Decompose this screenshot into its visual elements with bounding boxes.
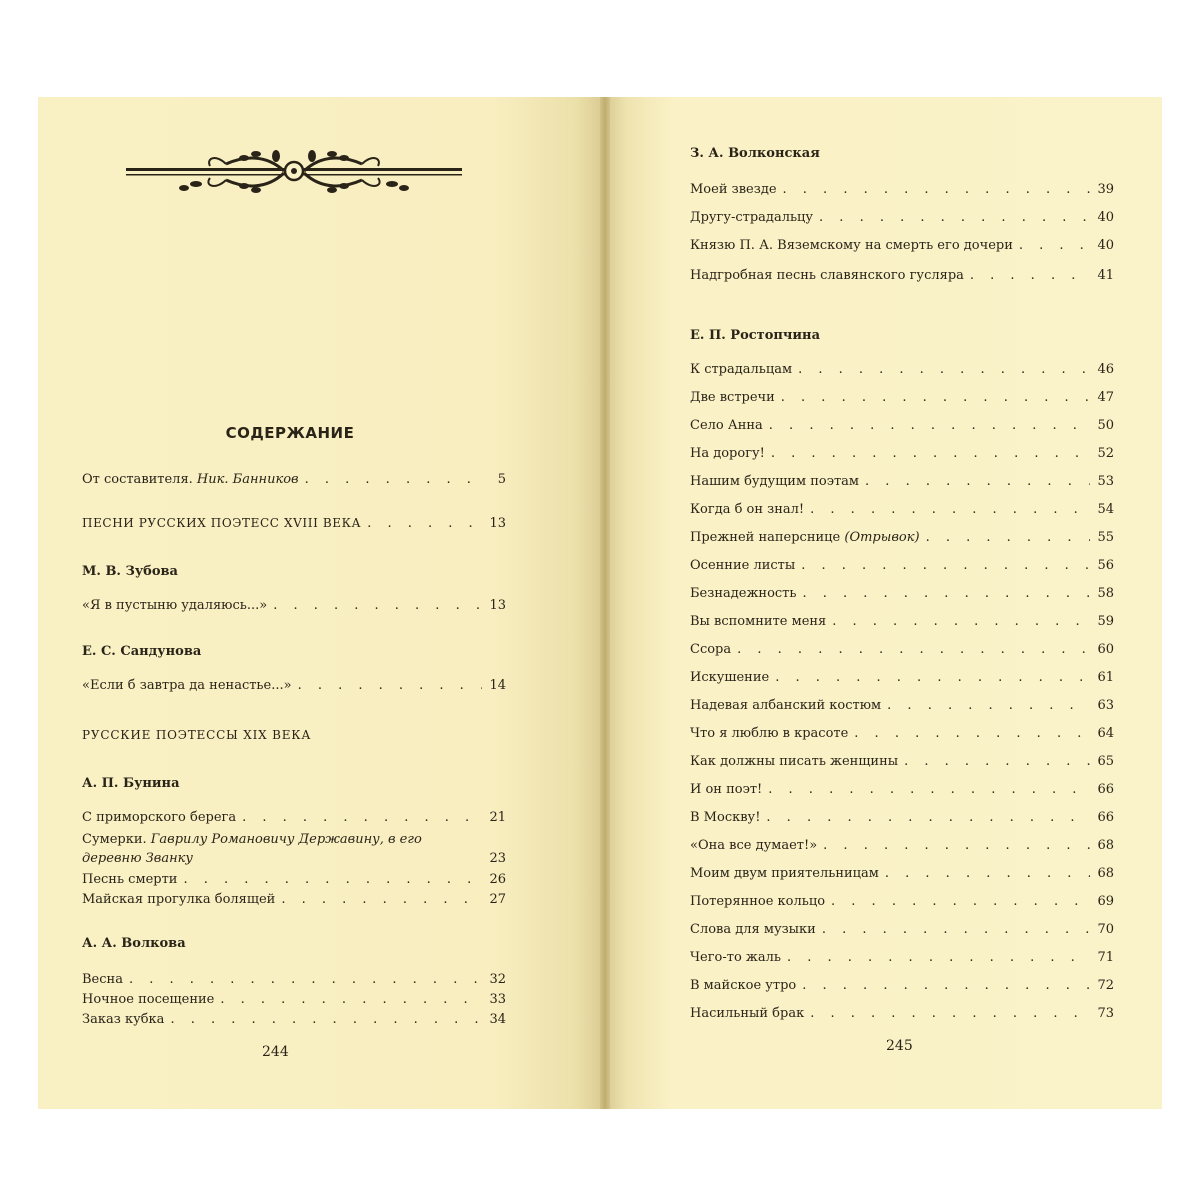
toc-entry[interactable] (690, 502, 1114, 517)
dot-leader (737, 642, 1090, 657)
toc-entry[interactable] (82, 892, 506, 907)
page-number: 71 (1097, 950, 1114, 965)
section-title: РУССКИЕ ПОЭТЕССЫ XIX ВЕКА (82, 728, 312, 742)
toc-entry[interactable] (690, 238, 1114, 253)
toc-entry[interactable] (690, 182, 1114, 197)
entry-title: «Я в пустыню удаляюсь...» (82, 598, 268, 613)
toc-entry[interactable] (690, 782, 1114, 797)
entry-dedication: Гаврилу Романовичу Державину, в его (150, 832, 422, 847)
toc-entry[interactable] (690, 530, 1114, 545)
toc-entry[interactable] (690, 726, 1114, 741)
entry-title: С приморского берега (82, 810, 237, 825)
page-number: 50 (1097, 418, 1114, 433)
dot-leader (298, 678, 482, 693)
entry-title: Весна (82, 972, 123, 987)
entry-title: Насильный брак (690, 1006, 805, 1021)
entry-title: Заказ кубка (82, 1012, 165, 1027)
page-number: 56 (1097, 558, 1114, 573)
entry-title: На дорогу! (690, 446, 765, 461)
toc-entry[interactable] (690, 754, 1114, 769)
toc-entry[interactable] (690, 268, 1114, 283)
toc-entry[interactable] (690, 670, 1114, 685)
dot-leader (802, 978, 1090, 993)
page-number: 13 (489, 598, 506, 613)
dot-leader (904, 754, 1090, 769)
toc-entry[interactable] (690, 210, 1114, 225)
dot-leader (832, 614, 1090, 629)
entry-author: Ник. Банников (196, 472, 299, 487)
dot-leader (305, 472, 482, 487)
dot-leader (771, 446, 1090, 461)
ornament-icon (126, 146, 462, 198)
dot-leader (831, 894, 1090, 909)
toc-section-xviii[interactable] (82, 516, 506, 531)
toc-entry[interactable] (690, 866, 1114, 881)
dot-leader (885, 866, 1090, 881)
dot-leader (787, 950, 1090, 965)
dot-leader (810, 1006, 1090, 1021)
toc-entry[interactable] (82, 598, 506, 613)
page-number: 33 (489, 992, 506, 1007)
dot-leader (798, 362, 1090, 377)
dot-leader (220, 992, 482, 1007)
entry-title: Потерянное кольцо (690, 894, 826, 909)
toc-entry[interactable] (82, 872, 506, 887)
toc-entry[interactable] (690, 978, 1114, 993)
page-number: 53 (1097, 474, 1114, 489)
entry-title: «Она все думает!» (690, 838, 818, 853)
dot-leader (273, 598, 482, 613)
entry-title: В майское утро (690, 978, 797, 993)
dot-leader (769, 418, 1090, 433)
dot-leader (281, 892, 482, 907)
page-number: 66 (1097, 810, 1114, 825)
toc-entry[interactable] (690, 614, 1114, 629)
page-number: 54 (1097, 502, 1114, 517)
dot-leader (970, 268, 1090, 283)
page-number: 55 (1097, 530, 1114, 545)
dot-leader (242, 810, 482, 825)
entry-title: Прежней наперснице (690, 530, 841, 545)
page-number: 41 (1097, 268, 1114, 283)
author-heading: А. А. Волкова (82, 936, 186, 951)
page-number: 72 (1097, 978, 1114, 993)
dot-leader (810, 502, 1090, 517)
entry-title: Что я люблю в красоте (690, 726, 849, 741)
page-number: 52 (1097, 446, 1114, 461)
dot-leader (367, 516, 482, 531)
toc-entry[interactable] (82, 972, 506, 987)
dot-leader (183, 872, 482, 887)
page-number: 73 (1097, 1006, 1114, 1021)
page-number: 5 (497, 472, 506, 487)
entry-title: Другу-страдальцу (690, 210, 814, 225)
page-title: СОДЕРЖАНИЕ (225, 424, 355, 442)
dot-leader (1019, 238, 1090, 253)
toc-entry[interactable] (82, 678, 506, 693)
dot-leader (801, 558, 1090, 573)
page-number: 61 (1097, 670, 1114, 685)
toc-entry[interactable] (82, 992, 506, 1007)
page-number: 58 (1097, 586, 1114, 601)
page-number: 39 (1097, 182, 1114, 197)
page-number: 70 (1097, 922, 1114, 937)
entry-title: Когда б он знал! (690, 502, 805, 517)
page-number: 27 (489, 892, 506, 907)
entry-title: Искушение (690, 670, 770, 685)
toc-entry-wrapped[interactable] (82, 830, 506, 868)
page-number: 59 (1097, 614, 1114, 629)
author-heading: З. А. Волконская (690, 146, 820, 161)
entry-title: Моим двум приятельницам (690, 866, 879, 881)
page-number-folio: 245 (886, 1038, 913, 1054)
page-number: 23 (489, 851, 506, 866)
entry-title: Надевая албанский костюм (690, 698, 882, 713)
entry-title: Вы вспомните меня (690, 614, 827, 629)
toc-entry[interactable] (690, 922, 1114, 937)
toc-entry[interactable] (690, 474, 1114, 489)
toc-entry[interactable] (690, 838, 1114, 853)
author-heading: Е. С. Сандунова (82, 644, 202, 659)
toc-entry[interactable] (690, 1006, 1114, 1021)
author-heading: Е. П. Ростопчина (690, 328, 820, 343)
page-number: 21 (489, 810, 506, 825)
entry-title: «Если б завтра да ненастье...» (82, 678, 292, 693)
entry-title: Безнадежность (690, 586, 797, 601)
page-number: 65 (1097, 754, 1114, 769)
toc-entry[interactable] (690, 586, 1114, 601)
entry-title: Моей звезде (690, 182, 777, 197)
toc-entry[interactable] (690, 558, 1114, 573)
toc-entry[interactable] (690, 698, 1114, 713)
page-number: 26 (489, 872, 506, 887)
dot-leader (926, 530, 1090, 545)
entry-title: Село Анна (690, 418, 763, 433)
toc-entry[interactable] (690, 642, 1114, 657)
dot-leader (887, 698, 1090, 713)
dot-leader (766, 810, 1090, 825)
dot-leader (129, 972, 482, 987)
entry-title: Ссора (690, 642, 732, 657)
entry-title: Две встречи (690, 390, 775, 405)
page-number: 68 (1097, 866, 1114, 881)
dot-leader (768, 782, 1090, 797)
entry-title: Майская прогулка болящей (82, 892, 276, 907)
entry-title: Чего-то жаль (690, 950, 781, 965)
toc-entry[interactable] (690, 446, 1114, 461)
entry-title: В Москву! (690, 810, 761, 825)
toc-entry[interactable] (690, 418, 1114, 433)
dot-leader (822, 922, 1090, 937)
entry-title: От составителя. (82, 472, 193, 487)
dot-leader (802, 586, 1090, 601)
dot-leader (775, 670, 1090, 685)
page-number: 63 (1097, 698, 1114, 713)
entry-title: Нашим будущим поэтам (690, 474, 860, 489)
toc-entry[interactable] (690, 362, 1114, 377)
author-heading: А. П. Бунина (82, 776, 180, 791)
entry-title: Песнь смерти (82, 872, 178, 887)
toc-entry[interactable] (82, 1012, 506, 1027)
page-number: 64 (1097, 726, 1114, 741)
toc-entry[interactable] (690, 894, 1114, 909)
page-number: 32 (489, 972, 506, 987)
page-number: 34 (489, 1012, 506, 1027)
book-gutter (600, 97, 610, 1109)
toc-entry[interactable] (690, 810, 1114, 825)
page-number: 13 (489, 516, 506, 531)
dot-leader (819, 210, 1090, 225)
dot-leader (781, 390, 1090, 405)
entry-title: Слова для музыки (690, 922, 816, 937)
entry-dedication: деревню Званку (82, 851, 193, 866)
dot-leader (854, 726, 1090, 741)
dot-leader (170, 1012, 482, 1027)
dot-leader (865, 474, 1090, 489)
entry-title: Надгробная песнь славянского гусляра (690, 268, 964, 283)
entry-subtitle: (Отрывок) (844, 530, 920, 545)
page-number: 47 (1097, 390, 1114, 405)
entry-title: Осенние листы (690, 558, 796, 573)
toc-entry[interactable] (690, 390, 1114, 405)
toc-entry-intro[interactable] (82, 472, 506, 487)
page-number-folio: 244 (262, 1044, 289, 1060)
page-number: 68 (1097, 838, 1114, 853)
entry-title: И он поэт! (690, 782, 763, 797)
page-number: 69 (1097, 894, 1114, 909)
entry-title: Ночное посещение (82, 992, 215, 1007)
entry-title: К страдальцам (690, 362, 793, 377)
entry-title: Сумерки. (82, 832, 147, 847)
page-number: 46 (1097, 362, 1114, 377)
dot-leader (823, 838, 1090, 853)
toc-entry[interactable] (82, 810, 506, 825)
page-number: 60 (1097, 642, 1114, 657)
page-number: 66 (1097, 782, 1114, 797)
page-number: 40 (1097, 238, 1114, 253)
entry-title: Как должны писать женщины (690, 754, 899, 769)
author-heading: М. В. Зубова (82, 564, 178, 579)
entry-title: Князю П. А. Вяземскому на смерть его дочери (690, 238, 1013, 253)
section-title: ПЕСНИ РУССКИХ ПОЭТЕСС XVIII ВЕКА (82, 516, 362, 530)
page-number: 14 (489, 678, 506, 693)
toc-entry[interactable] (690, 950, 1114, 965)
page-number: 40 (1097, 210, 1114, 225)
dot-leader (783, 182, 1090, 197)
